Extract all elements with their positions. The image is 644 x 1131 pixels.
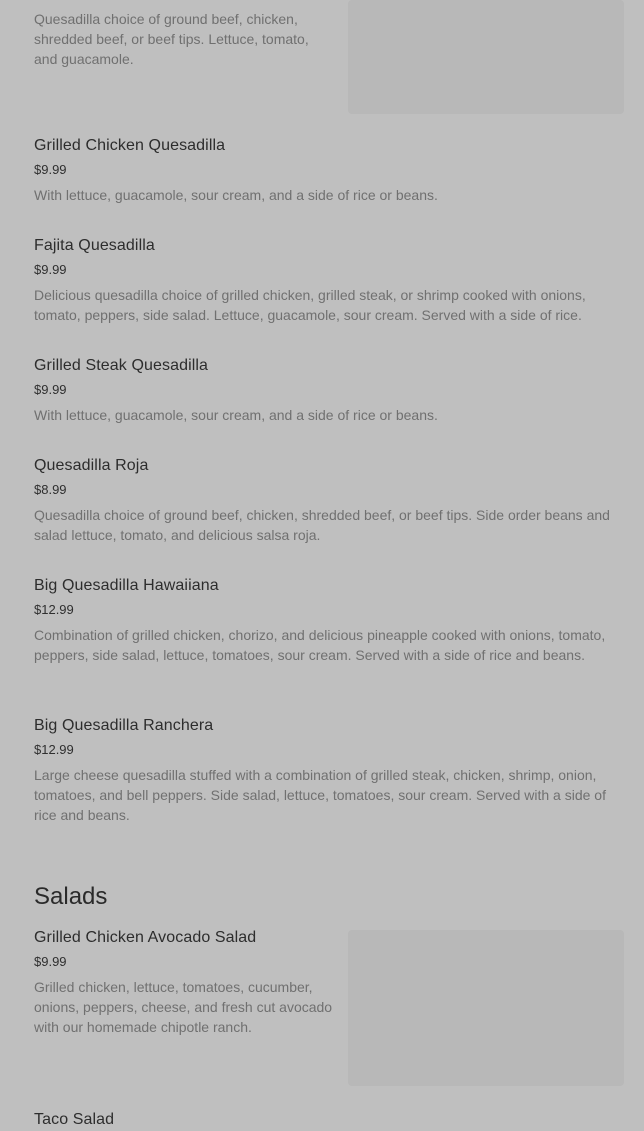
menu-item-fajita-quesadilla[interactable] xyxy=(34,235,614,325)
item-description: With lettuce, guacamole, sour cream, and a side of rice or beans. xyxy=(34,187,438,203)
item-price: $9.99 xyxy=(34,162,67,177)
item-description: Delicious quesadilla choice of grilled chicken, grilled steak, or shrimp cooked with onions, tomato, peppers, side salad. Lettuce, guacamole, sour cream. Served with a side of rice. xyxy=(34,287,586,323)
menu-item-taco-salad[interactable] xyxy=(34,1109,614,1131)
section-title-salads: Salads xyxy=(34,883,108,910)
item-price: $9.99 xyxy=(34,954,67,969)
item-price: $9.99 xyxy=(34,382,67,397)
item-name: Quesadilla Roja xyxy=(34,457,149,474)
item-name: Grilled Steak Quesadilla xyxy=(34,357,209,374)
item-name: Taco Salad xyxy=(34,1111,115,1128)
menu-item-big-quesadilla-hawaiiana[interactable] xyxy=(34,575,614,665)
menu-item-grilled-chicken-avocado-salad[interactable] xyxy=(34,927,338,1037)
menu-item-top xyxy=(34,3,334,69)
item-name: Big Quesadilla Ranchera xyxy=(34,717,214,734)
menu-item-quesadilla-roja[interactable] xyxy=(34,455,614,545)
item-image-top xyxy=(348,0,624,114)
item-price: $8.99 xyxy=(34,482,67,497)
menu-item-big-quesadilla-ranchera[interactable] xyxy=(34,715,614,825)
item-price: $12.99 xyxy=(34,742,74,757)
item-name: Big Quesadilla Hawaiiana xyxy=(34,577,219,594)
item-name: Fajita Quesadilla xyxy=(34,237,155,254)
item-image-grilled-chicken-avocado-salad xyxy=(348,930,624,1086)
menu-item-grilled-steak-quesadilla[interactable] xyxy=(34,355,614,425)
menu-item-grilled-chicken-quesadilla[interactable] xyxy=(34,135,614,205)
item-description: Combination of grilled chicken, chorizo, and delicious pineapple cooked with onions, tomato, peppers, side salad, lettuce, tomatoes, sour cream. Served with a side of rice and beans. xyxy=(34,627,606,663)
item-price: $12.99 xyxy=(34,602,74,617)
item-description: With lettuce, guacamole, sour cream, and a side of rice or beans. xyxy=(34,407,438,423)
item-description: Large cheese quesadilla stuffed with a combination of grilled steak, chicken, shrimp, onion, tomatoes, and bell peppers. Side salad, lettuce, tomatoes, sour cream. Served with a side of rice and beans. xyxy=(34,767,606,823)
item-price: $9.99 xyxy=(34,262,67,277)
item-name: Grilled Chicken Avocado Salad xyxy=(34,929,257,946)
item-description: Quesadilla choice of ground beef, chicken, shredded beef, or beef tips. Lettuce, tomato, and guacamole. xyxy=(34,11,309,67)
item-name: Grilled Chicken Quesadilla xyxy=(34,137,226,154)
item-description: Grilled chicken, lettuce, tomatoes, cucumber, onions, peppers, cheese, and fresh cut avocado with our homemade chipotle ranch. xyxy=(34,979,333,1035)
item-description: Quesadilla choice of ground beef, chicken, shredded beef, or beef tips. Side order beans and salad lettuce, tomato, and delicious salsa roja. xyxy=(34,507,610,543)
